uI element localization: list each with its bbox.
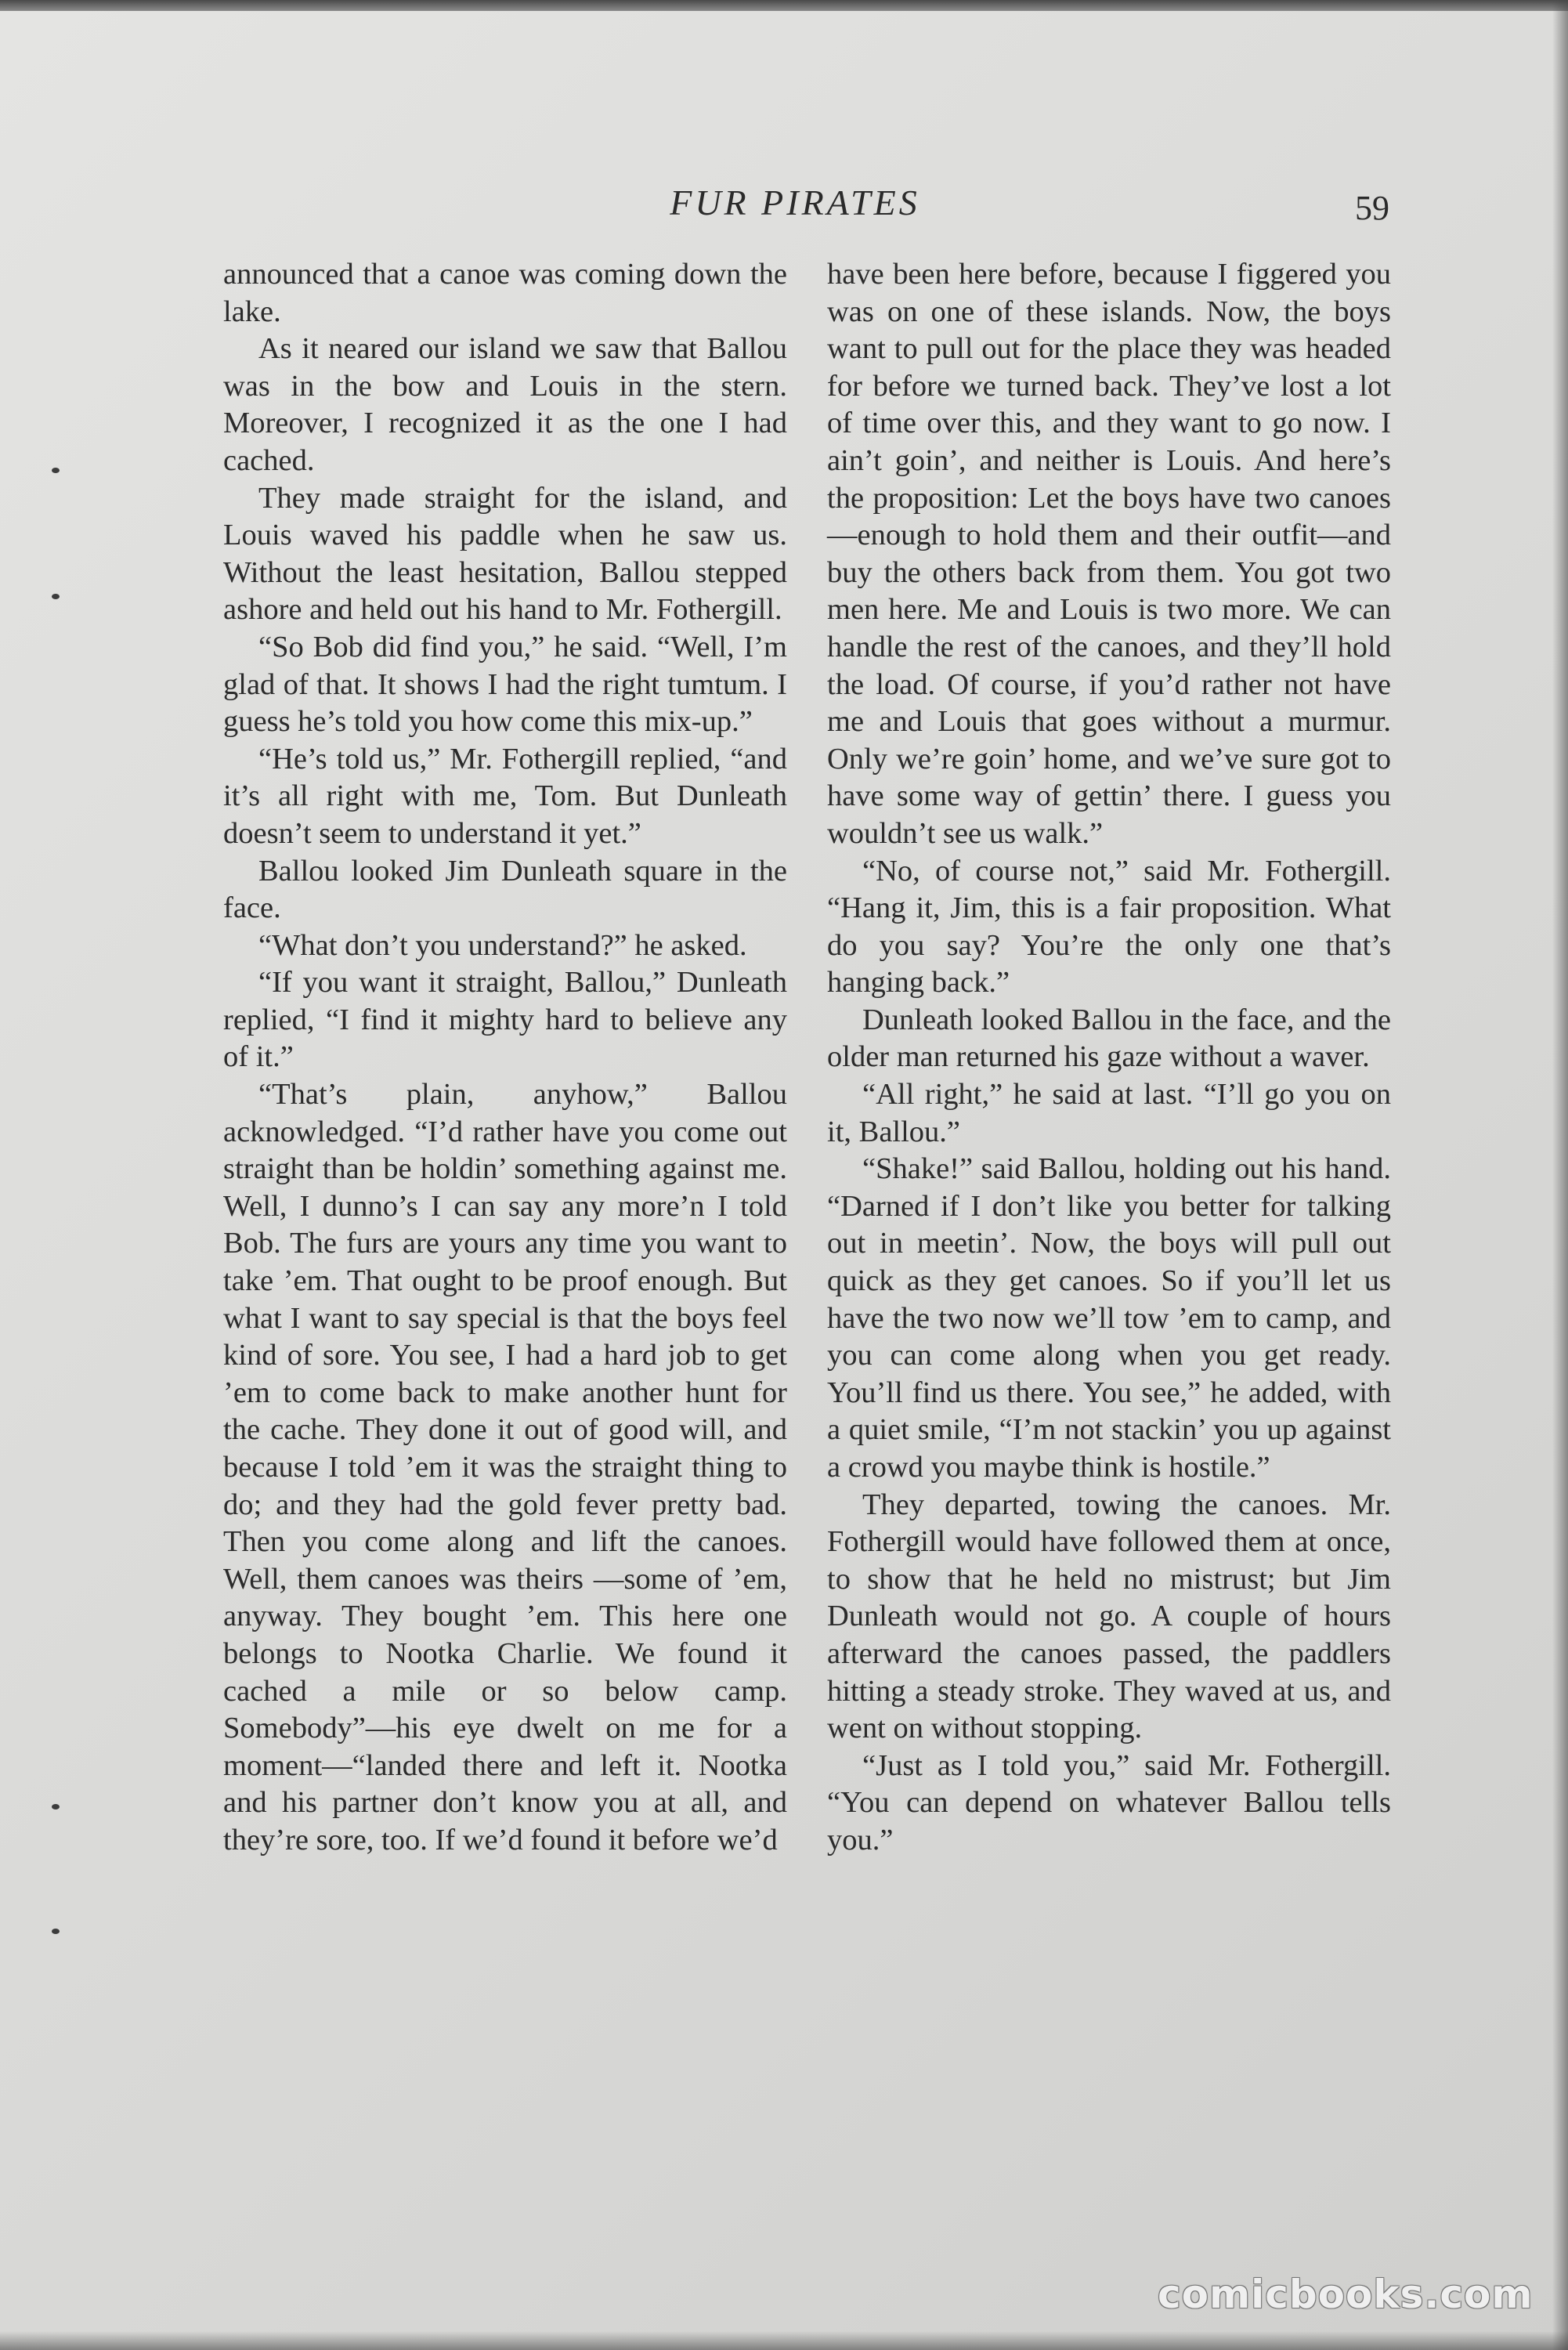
page-top-edge	[0, 0, 1568, 11]
right-column	[827, 256, 1391, 1860]
paragraph: “That’s plain, anyhow,” Ballou acknowledged. “I’d rather have you come out straight than be holdin’ something against me. Well, I dunno’s I can say any more’n I told Bob. The furs are yours any time you want to take ’em. That ought to be proof enough. But what I want to say special is that the boys feel kind of sore. You see, I had a hard job to get ’em to come back to make another hunt for the cache. They done it out of good will, and because I told ’em it was the straight thing to do; and they had the gold fever pretty bad. Then you come along and lift the canoes. Well, them canoes was theirs —some of ’em, anyway. They bought ’em. This here one belongs to Nootka Charlie. We found it cached a mile or so below camp. Somebody”—his eye dwelt on me for a moment—“landed there and left it. Nootka and his partner don’t know you at all, and they’re sore, too. If we’d found it before we’d	[223, 1078, 787, 1856]
paragraph: “Shake!” said Ballou, holding out his hand. “Darned if I don’t like you better for talking out in meetin’. Now, the boys will pull out quick as they get canoes. So if you’ll let us have the two now we’ll tow ’em to camp, and you can come along when you get ready. You’ll find us there. You see,” he added, with a quiet smile, “I’m not stackin’ you up against a crowd you maybe think is hostile.”	[827, 1152, 1391, 1484]
binding-hole	[52, 594, 60, 599]
running-head	[0, 182, 1568, 229]
binding-hole	[52, 1929, 60, 1934]
paragraph: “If you want it straight, Ballou,” Dunleath replied, “I find it mighty hard to believe any of it.”	[223, 966, 787, 1074]
page-right-shadow	[1552, 0, 1568, 2350]
paragraph: They made straight for the island, and Louis waved his paddle when he saw us. Without the least hesitation, Ballou stepped ashore and held out his hand to Mr. Fothergill.	[223, 481, 787, 627]
paragraph: have been here before, because I figgered you was on one of these islands. Now, the boys want to pull out for the place they was headed for before we turned back. They’ve lost a lot of time over this, and they want to go now. I ain’t goin’, and neither is Louis. And here’s the proposition: Let the boys have two canoes—enough to hold them and their outfit—and buy the others back from them. You got two men here. Me and Louis is two more. We can handle the rest of the canoes, and they’ll hold the load. Of course, if you’d rather not have me and Louis that goes without a murmur. Only we’re goin’ home, and we’ve sure got to have some way of gettin’ there. I guess you wouldn’t see us walk.”	[827, 258, 1391, 850]
paragraph: “All right,” he said at last. “I’ll go you on it, Ballou.”	[827, 1078, 1391, 1148]
paragraph: “So Bob did find you,” he said. “Well, I’m glad of that. It shows I had the right tumtum. I guess he’s told you how come this mix-up.”	[223, 630, 787, 739]
paragraph: As it neared our island we saw that Ballou was in the bow and Louis in the stern. Moreover, I recognized it as the one I had cached.	[223, 332, 787, 477]
paragraph: Dunleath looked Ballou in the face, and the older man returned his gaze without a waver.	[827, 1003, 1391, 1074]
paragraph: “He’s told us,” Mr. Fothergill replied, “and it’s all right with me, Tom. But Dunleath doesn’t seem to understand it yet.”	[223, 742, 787, 850]
paragraph: Ballou looked Jim Dunleath square in the face.	[223, 854, 787, 925]
paragraph: “What don’t you understand?” he asked.	[258, 928, 747, 962]
running-title: FUR PIRATES	[670, 183, 920, 222]
watermark: comicbooks.com	[1158, 2272, 1534, 2317]
page-number: 59	[1355, 189, 1389, 227]
binding-hole	[52, 468, 60, 473]
paragraph: “No, of course not,” said Mr. Fothergill. “Hang it, Jim, this is a fair proposition. What do you say? You’re the only one that’s hanging back.”	[827, 854, 1391, 1000]
paragraph: announced that a canoe was coming down the lake.	[223, 258, 787, 328]
paragraph: They departed, towing the canoes. Mr. Fothergill would have followed them at once, to show that he held no mistrust; but Jim Dunleath would not go. A couple of hours afterward the canoes passed, the paddlers hitting a steady stroke. They waved at us, and went on without stopping.	[827, 1488, 1391, 1745]
binding-hole	[52, 1804, 60, 1810]
left-column	[223, 256, 787, 1860]
page-bottom-shadow	[0, 2331, 1568, 2350]
paragraph: “Just as I told you,” said Mr. Fothergill. “You can depend on whatever Ballou tells you.”	[827, 1748, 1391, 1856]
